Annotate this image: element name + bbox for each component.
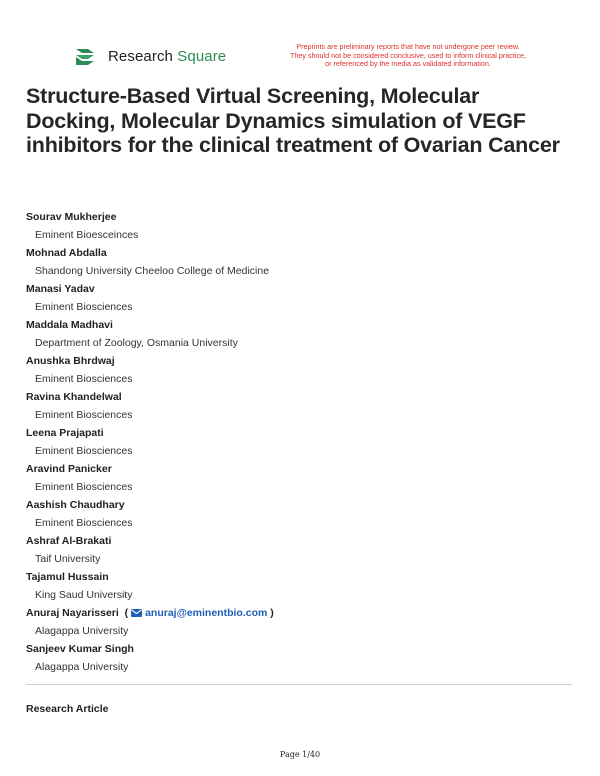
author-email: anuraj@eminentbio.com	[145, 607, 268, 619]
author-name: Maddala Madhavi	[26, 319, 113, 331]
author-entry	[26, 388, 566, 424]
author-affiliation: Eminent Biosciences	[35, 409, 133, 421]
author-name: Tajamul Hussain	[26, 571, 109, 583]
author-list	[26, 208, 566, 676]
author-affiliation: King Saud University	[35, 589, 133, 601]
logo-word-research: Research	[108, 47, 173, 65]
author-entry	[26, 568, 566, 604]
author-name-text: Anuraj Nayarisseri	[26, 607, 119, 619]
author-entry	[26, 460, 566, 496]
author-name: Ravina Khandelwal	[26, 391, 122, 403]
author-email-link[interactable]	[131, 607, 270, 619]
author-entry	[26, 352, 566, 388]
preprint-notice-line: They should not be considered conclusive, used to inform clinical practice,	[289, 50, 527, 60]
author-name	[26, 604, 566, 622]
author-name: Leena Prajapati	[26, 427, 104, 439]
author-entry-corresponding	[26, 604, 566, 640]
logo-word-square: Square	[177, 47, 227, 65]
section-divider	[26, 684, 572, 685]
author-entry	[26, 280, 566, 316]
author-affiliation: Alagappa University	[35, 625, 129, 637]
author-name: Mohnad Abdalla	[26, 247, 107, 259]
author-affiliation: Eminent Bioesceinces	[35, 229, 139, 241]
author-name: Sanjeev Kumar Singh	[26, 643, 134, 655]
author-entry	[26, 496, 566, 532]
author-entry	[26, 424, 566, 460]
author-affiliation: Eminent Biosciences	[35, 373, 133, 385]
contact-close-paren: )	[270, 607, 274, 619]
author-name: Sourav Mukherjee	[26, 211, 117, 223]
preprint-notice	[272, 43, 544, 69]
author-entry	[26, 640, 566, 676]
author-name: Aravind Panicker	[26, 463, 112, 475]
contact-open-paren: (	[124, 607, 129, 619]
author-entry	[26, 244, 566, 280]
envelope-icon	[131, 609, 142, 617]
article-title: Structure-Based Virtual Screening, Molecular Docking, Molecular Dynamics simulation of VEGF inhibitors for the clinical treatment of Ovarian Cancer	[26, 84, 560, 157]
preprint-notice-line: or referenced by the media as validated information.	[325, 59, 491, 69]
author-affiliation: Shandong University Cheeloo College of Medicine	[35, 265, 270, 277]
author-name: Ashraf Al-Brakati	[26, 535, 112, 547]
logo-text	[108, 48, 226, 65]
research-square-logo[interactable]	[74, 46, 226, 66]
research-square-logo-icon	[74, 46, 100, 66]
author-affiliation: Eminent Biosciences	[35, 445, 133, 457]
preprint-notice-line: Preprints are preliminary reports that have not undergone peer review.	[296, 42, 520, 51]
author-affiliation: Department of Zoology, Osmania University	[35, 337, 238, 349]
author-name: Anushka Bhrdwaj	[26, 355, 115, 367]
author-affiliation: Eminent Biosciences	[35, 517, 133, 529]
author-entry	[26, 208, 566, 244]
author-entry	[26, 532, 566, 568]
author-affiliation: Eminent Biosciences	[35, 481, 133, 493]
article-type-label: Research Article	[26, 703, 109, 715]
author-entry	[26, 316, 566, 352]
page-number: Page 1/40	[279, 750, 321, 759]
author-affiliation: Eminent Biosciences	[35, 301, 133, 313]
author-affiliation: Taif University	[35, 553, 101, 565]
author-affiliation: Alagappa University	[35, 661, 129, 673]
author-name: Manasi Yadav	[26, 283, 95, 295]
author-name: Aashish Chaudhary	[26, 499, 125, 511]
